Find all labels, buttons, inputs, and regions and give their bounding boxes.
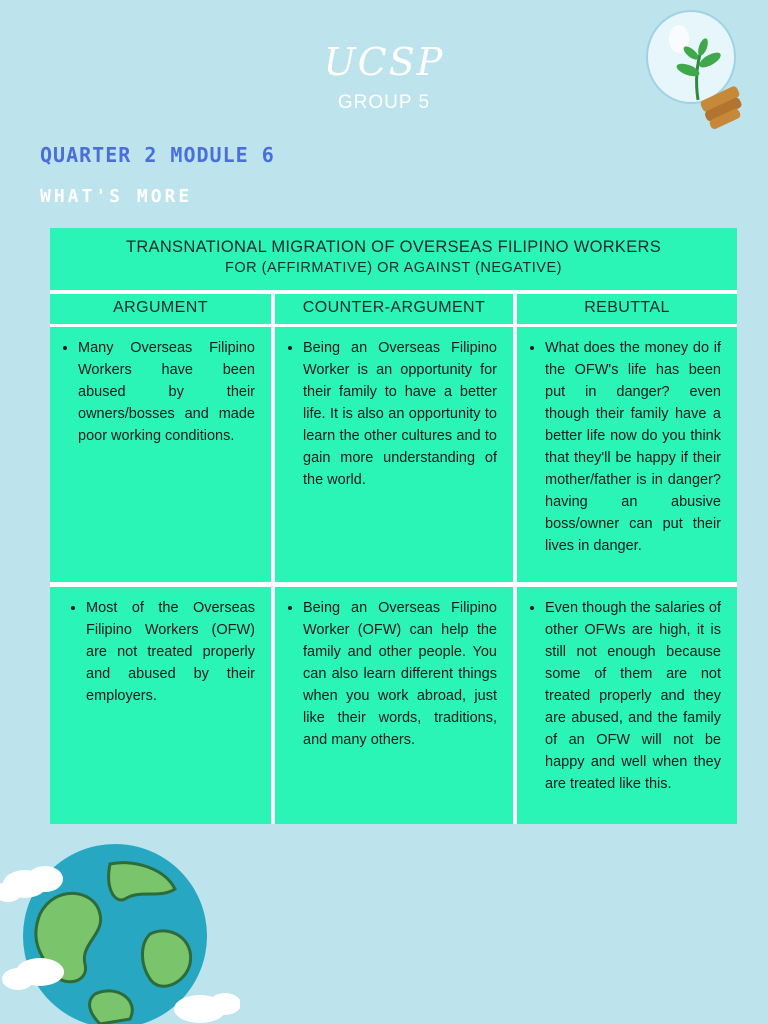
column-header-rebuttal: REBUTTAL xyxy=(517,294,737,324)
cell-text: • Even though the salaries of other OFWs are high, it is still not enough because some of them are not treated properly and they are abused, and the family of an OFW will not be happy and well when they are treated like this. xyxy=(545,597,721,795)
table-cell xyxy=(275,327,513,582)
table-cell xyxy=(517,587,737,824)
cell-text: • Many Overseas Filipino Workers have been abused by their owners/bosses and made poor working conditions. xyxy=(78,337,255,447)
table-cell xyxy=(275,587,513,824)
table-title-line1: TRANSNATIONAL MIGRATION OF OVERSEAS FILIPINO WORKERS xyxy=(125,238,662,256)
table-title-line2: FOR (AFFIRMATIVE) OR AGAINST (NEGATIVE) xyxy=(225,260,562,276)
column-header-argument: ARGUMENT xyxy=(50,294,271,324)
table-cell xyxy=(517,327,737,582)
cell-text: • What does the money do if the OFW's life has been put in danger? even though their family have a better life now do you think that they'll be happy if their mother/father is in danger? having an abusive boss/owner can put their lives in danger. xyxy=(545,337,721,557)
group-label: GROUP 5 xyxy=(337,92,431,113)
table-title xyxy=(50,228,737,290)
module-label: QUARTER 2 MODULE 6 xyxy=(40,143,275,167)
earth-globe-icon xyxy=(0,844,240,1024)
lightbulb-plant-icon xyxy=(643,5,753,130)
table-cell xyxy=(50,327,271,582)
column-header-counter-argument: COUNTER-ARGUMENT xyxy=(275,294,513,324)
cell-text: • Most of the Overseas Filipino Workers (OFW) are not treated properly and abused by their employers. xyxy=(86,597,255,707)
page-title: UCSP xyxy=(323,40,445,84)
cell-text: • Being an Overseas Filipino Worker is an opportunity for their family to have a better life. It is also an opportunity to learn the other cultures and to gain more understanding of the world. xyxy=(303,337,497,491)
argument-table xyxy=(50,228,737,824)
section-heading: WHAT'S MORE xyxy=(40,186,193,207)
cell-text: • Being an Overseas Filipino Worker (OFW) can help the family and other people. You can also learn different things when you work abroad, just like their words, traditions, and many others. xyxy=(303,597,497,751)
table-cell xyxy=(50,587,271,824)
